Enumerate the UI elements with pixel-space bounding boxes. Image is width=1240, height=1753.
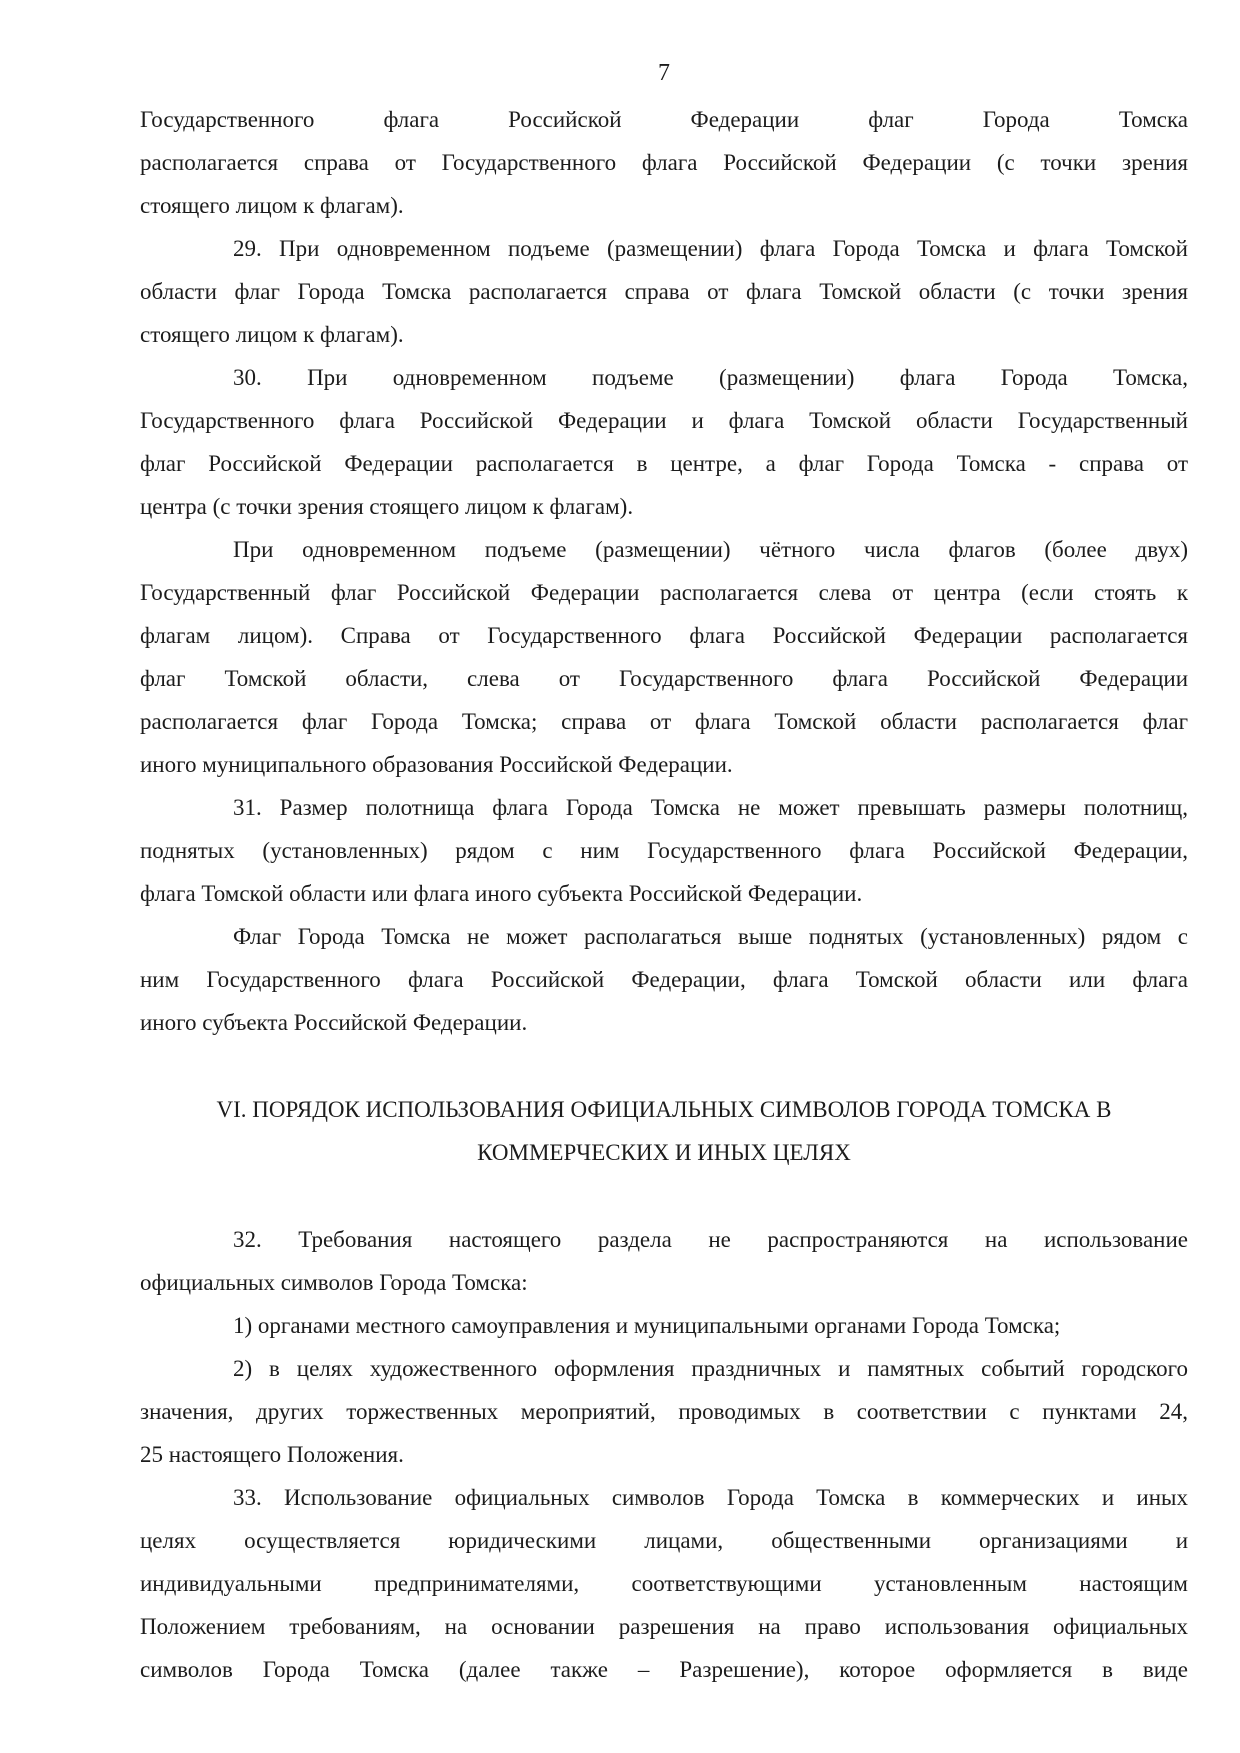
paragraph-32 — [140, 1218, 1188, 1304]
text-line: При одновременном подъеме (размещении) чётного числа флагов (более двух) — [233, 537, 1188, 562]
item-1 — [140, 1304, 1188, 1347]
text-line: 29. При одновременном подъеме (размещении) флага Города Томска и флага Томской — [233, 236, 1188, 261]
text-line: центра (с точки зрения стоящего лицом к флагам). — [140, 494, 634, 519]
text-line: Флаг Города Томска не может располагаться выше поднятых (установленных) рядом с — [233, 924, 1188, 949]
text-line: Положением требованиям, на основании разрешения на право использования официальных — [140, 1614, 1188, 1639]
text-line: 33. Использование официальных символов Города Томска в коммерческих и иных — [233, 1485, 1188, 1510]
text-line: Государственного флага Российской Федерации флаг Города Томска — [140, 107, 1188, 132]
text-line: 1) органами местного самоуправления и муниципальными органами Города Томска; — [233, 1313, 1061, 1338]
text-line: располагается флаг Города Томска; справа от флага Томской области располагается флаг — [140, 709, 1188, 734]
text-line: 31. Размер полотнища флага Города Томска не может превышать размеры полотнищ, — [233, 795, 1188, 820]
text-line: 30. При одновременном подъеме (размещении) флага Города Томска, — [233, 365, 1188, 390]
text-line: Государственный флаг Российской Федерации располагается слева от центра (если стоять к — [140, 580, 1188, 605]
text-line: флаг Томской области, слева от Государственного флага Российской Федерации — [140, 666, 1188, 691]
text-line: флагам лицом). Справа от Государственного флага Российской Федерации располагается — [140, 623, 1188, 648]
paragraph-flag-not-higher — [140, 915, 1188, 1044]
section-vi-heading — [140, 1088, 1188, 1174]
text-line: флаг Российской Федерации располагается в центре, а флаг Города Томска - справа от — [140, 451, 1188, 476]
text-line: символов Города Томска (далее также – Разрешение), которое оформляется в виде — [140, 1657, 1188, 1682]
text-line: Государственного флага Российской Федерации и флага Томской области Государственный — [140, 408, 1188, 433]
paragraph-even-number-of-flags — [140, 528, 1188, 786]
paragraph-28-continuation — [140, 98, 1188, 227]
text-line: официальных символов Города Томска: — [140, 1270, 528, 1295]
text-line: стоящего лицом к флагам). — [140, 322, 404, 347]
paragraph-31 — [140, 786, 1188, 915]
text-line: 2) в целях художественного оформления праздничных и памятных событий городского — [233, 1356, 1188, 1381]
item-2 — [140, 1347, 1188, 1476]
text-line: индивидуальными предпринимателями, соответствующими установленным настоящим — [140, 1571, 1188, 1596]
paragraph-29 — [140, 227, 1188, 356]
text-line: значения, других торжественных мероприятий, проводимых в соответствии с пунктами 24, — [140, 1399, 1188, 1424]
text-line: 25 настоящего Положения. — [140, 1442, 404, 1467]
text-line: области флаг Города Томска располагается справа от флага Томской области (с точки зрения — [140, 279, 1188, 304]
text-line: 32. Требования настоящего раздела не распространяются на использование — [233, 1227, 1188, 1252]
text-line: располагается справа от Государственного флага Российской Федерации (с точки зрения — [140, 150, 1188, 175]
text-line: иного муниципального образования Российской Федерации. — [140, 752, 733, 777]
page-number: 7 — [658, 60, 670, 86]
paragraph-33 — [140, 1476, 1188, 1691]
text-line: VI. ПОРЯДОК ИСПОЛЬЗОВАНИЯ ОФИЦИАЛЬНЫХ СИМВОЛОВ ГОРОДА ТОМСКА В — [216, 1097, 1112, 1122]
text-line: целях осуществляется юридическими лицами, общественными организациями и — [140, 1528, 1188, 1553]
text-line: ним Государственного флага Российской Федерации, флага Томской области или флага — [140, 967, 1188, 992]
document-body — [140, 98, 1188, 1691]
paragraph-30 — [140, 356, 1188, 528]
text-line: КОММЕРЧЕСКИХ И ИНЫХ ЦЕЛЯХ — [477, 1140, 851, 1165]
text-line: стоящего лицом к флагам). — [140, 193, 404, 218]
text-line: флага Томской области или флага иного субъекта Российской Федерации. — [140, 881, 863, 906]
text-line: поднятых (установленных) рядом с ним Государственного флага Российской Федерации, — [140, 838, 1188, 863]
text-line: иного субъекта Российской Федерации. — [140, 1010, 528, 1035]
